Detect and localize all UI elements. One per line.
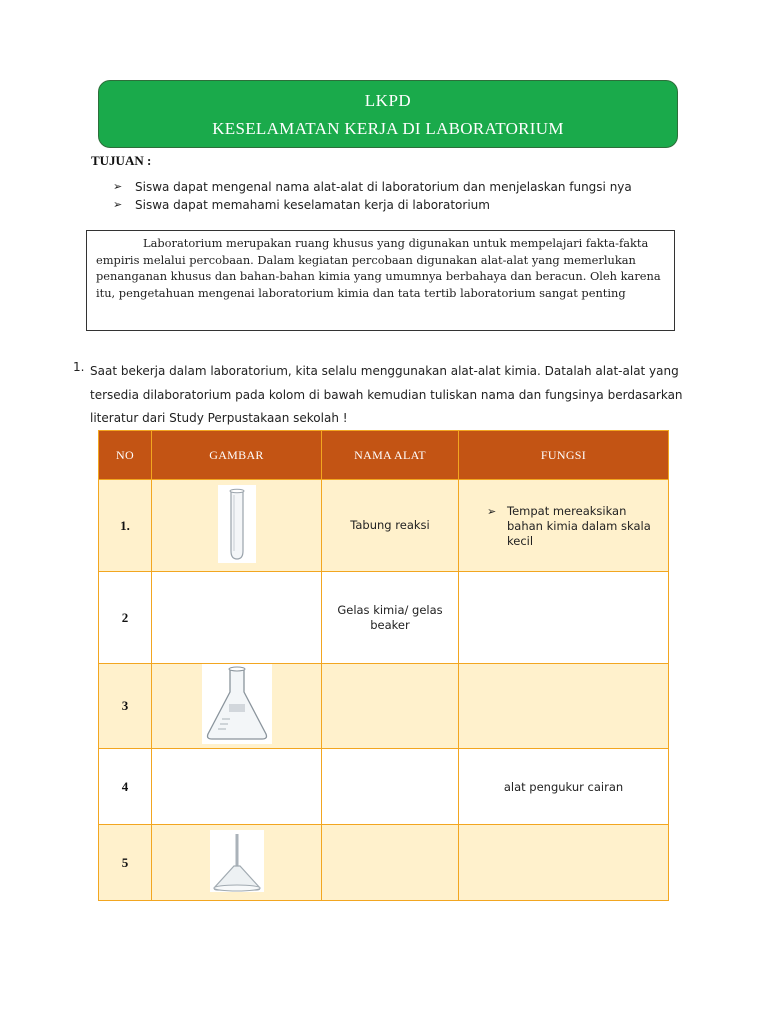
function-cell [459,572,669,664]
test-tube-icon [218,485,256,567]
row-number: 4 [99,749,152,825]
arrow-bullet-icon: ➢ [487,505,497,518]
objectives-label: TUJUAN : [91,153,152,168]
table-row [99,664,669,749]
image-cell [152,572,322,664]
tool-name-cell: Tabung reaksi [322,480,459,572]
header-nama-alat: NAMA ALAT [322,431,459,480]
tool-name-cell: Gelas kimia/ gelas beaker [322,572,459,664]
erlenmeyer-flask-icon [202,664,272,748]
question-text: Saat bekerja dalam laboratorium, kita selalu menggunakan alat-alat kimia. Datalah alat-alat yang tersedia dilaboratorium pada kolom di bawah kemudian tuliskan nama dan fungsinya berdasarkan literatur dari Study Perpustakaan sekolah ! [90,364,683,425]
image-cell [152,480,322,572]
row-number: 1. [99,480,152,572]
row-number: 2 [99,572,152,664]
image-cell [152,664,322,749]
row-number: 3 [99,664,152,749]
table-header-row [99,431,669,480]
tool-name-cell [322,749,459,825]
document-title: KESELAMATAN KERJA DI LABORATORIUM [212,119,564,138]
header-no: NO [99,431,152,480]
tool-name-cell [322,664,459,749]
table-row [99,825,669,901]
header-fungsi: FUNGSI [459,431,669,480]
objective-item: ➢ Siswa dapat mengenal nama alat-alat di laboratorium dan menjelaskan fungsi nya [113,180,632,194]
function-cell: ➢ Tempat mereaksikan bahan kimia dalam skala kecil [459,480,669,572]
arrow-bullet-icon: ➢ [113,180,123,193]
tool-name-cell [322,825,459,901]
image-cell [152,825,322,901]
tools-table [98,430,669,901]
objectives-list [113,178,632,214]
funnel-icon [210,830,264,896]
title-banner [98,80,678,148]
intro-textbox [86,230,675,331]
image-cell [152,749,322,825]
function-cell: alat pengukur cairan [459,749,669,825]
function-cell [459,825,669,901]
table-row [99,480,669,572]
row-number: 5 [99,825,152,901]
objective-item: ➢ Siswa dapat memahami keselamatan kerja di laboratorium [113,198,490,212]
question-number: 1. [73,360,85,374]
header-gambar: GAMBAR [152,431,322,480]
arrow-bullet-icon: ➢ [113,198,123,211]
table-row [99,749,669,825]
intro-text: Laboratorium merupakan ruang khusus yang digunakan untuk mempelajari fakta-fakta empiris melalui percobaan. Dalam kegiatan percobaan digunakan alat-alat yang memerlukan penanganan khusus dan bahan-bahan kimia yang umumnya berbahaya dan beracun. Oleh karena itu, pengetahuan mengenai laboratorium kimia dan tata tertib laboratorium sangat penting [96,236,661,300]
document-type: LKPD [364,91,412,110]
function-cell [459,664,669,749]
table-row [99,572,669,664]
